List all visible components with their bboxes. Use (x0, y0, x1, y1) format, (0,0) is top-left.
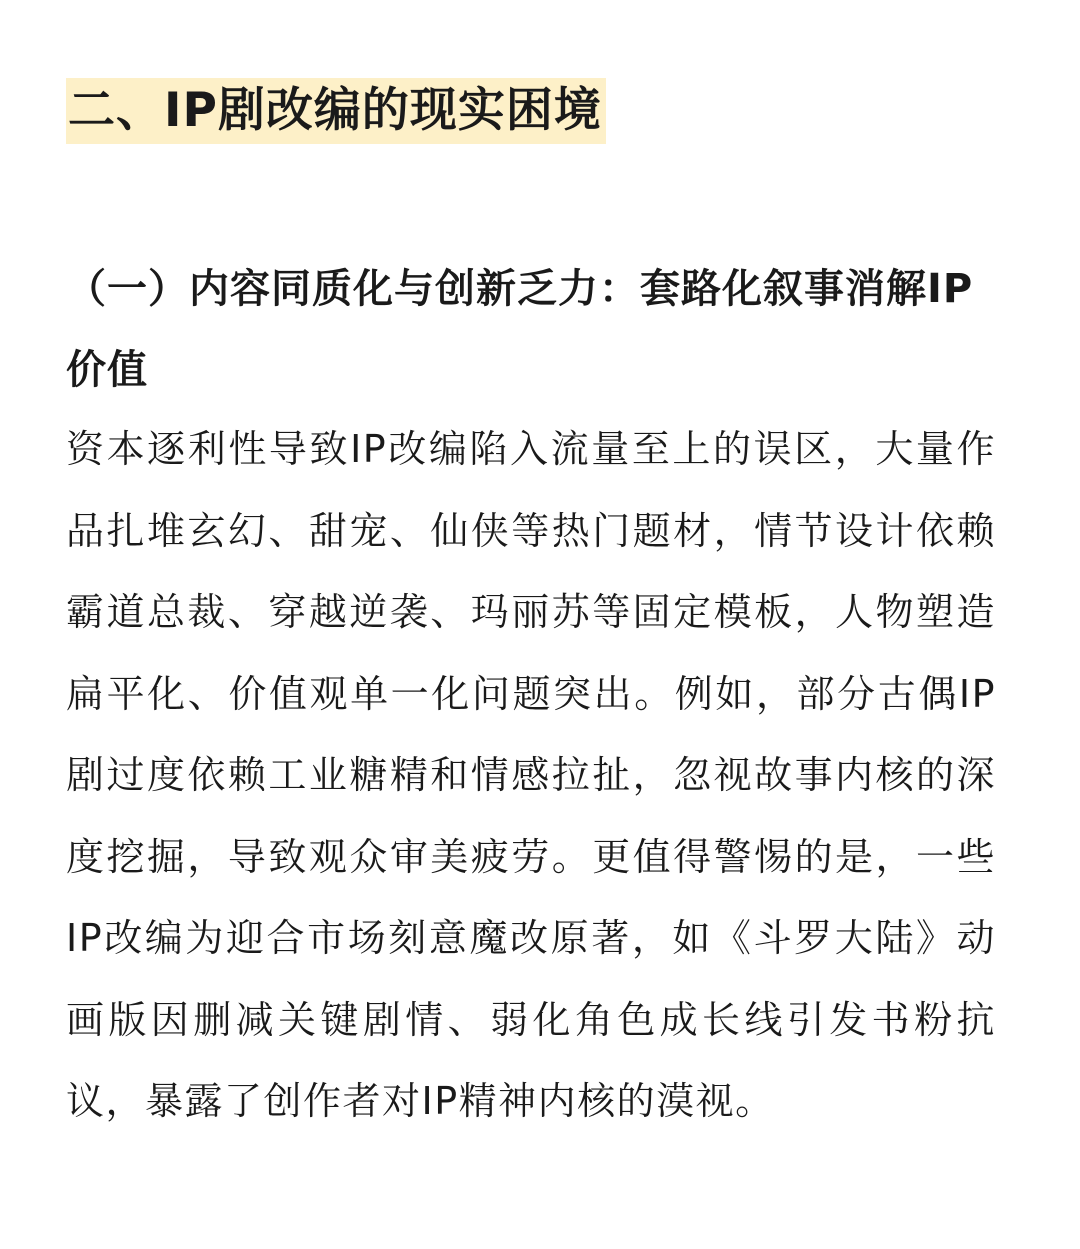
body-paragraph: 资本逐利性导致IP改编陷入流量至上的误区，大量作品扎堆玄幻、甜宠、仙侠等热门题材，情节设计依赖霸道总裁、穿越逆袭、玛丽苏等固定模板，人物塑造扁平化、价值观单一化问题突出。例如，部分古偶IP剧过度依赖工业糖精和情感拉扯，忽视故事内核的深度挖掘，导致观众审美疲劳。更值得警惕的是，一些IP改编为迎合市场刻意魔改原著，如《斗罗大陆》动画版因删减关键剧情、弱化角色成长线引发书粉抗议，暴露了创作者对IP精神内核的漠视。 (66, 427, 996, 1123)
section-heading: 二、IP剧改编的现实困境 (66, 78, 606, 144)
article (66, 78, 996, 1143)
subsection-heading: （一）内容同质化与创新乏力：套路化叙事消解IP价值 (66, 266, 974, 393)
